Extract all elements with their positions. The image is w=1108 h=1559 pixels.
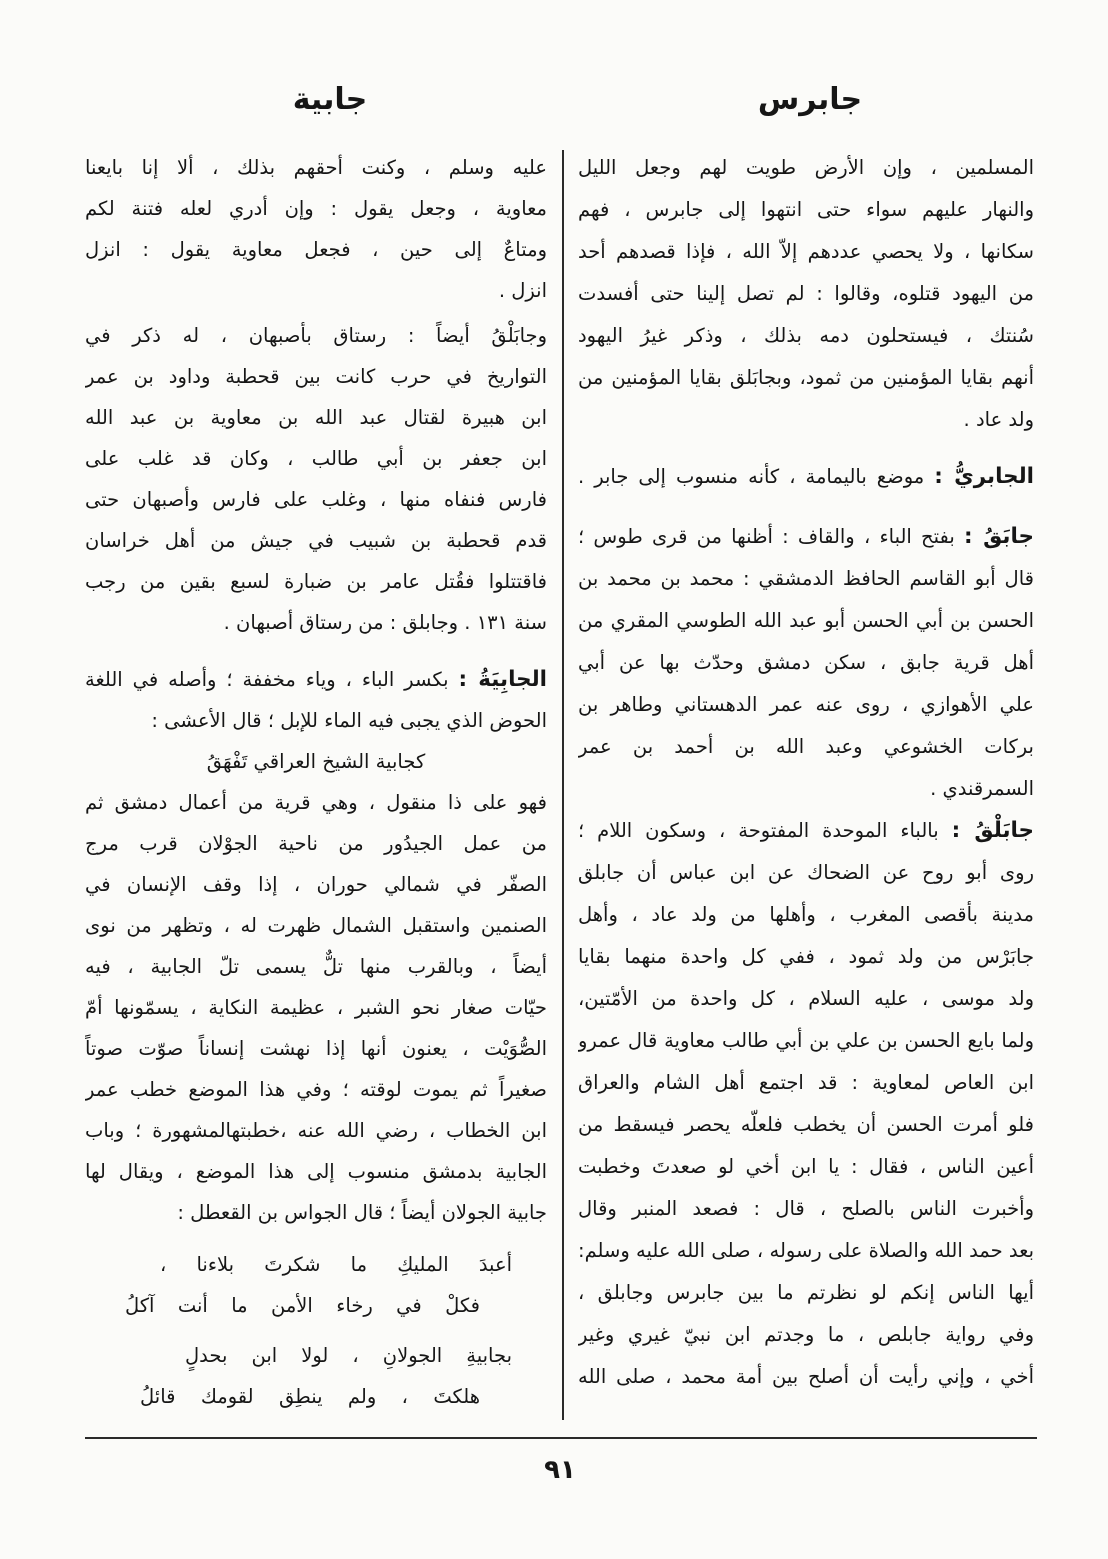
- spacer: [578, 498, 1034, 516]
- text-line: والنهار عليهم سواء حتى انتهوا إلى جابرس ، فهم: [578, 198, 1034, 221]
- text-line: الصفّر في شمالي حوران ، إذا وقف الإنسان في: [85, 873, 547, 896]
- text-line: أيضاً ، وبالقرب منها تلٌّ يسمى تلّ الجابية ، فيه: [85, 955, 547, 978]
- text-line: ومتاعٌ إلى حين ، فجعل معاوية يقول : انزل: [85, 238, 547, 261]
- text-line: المسلمين ، وإن الأرض طويت لهم وجعل الليل: [578, 156, 1034, 179]
- entry-text: بكسر الباء ، وياء مخففة ؛ وأصله في اللغة: [85, 668, 449, 691]
- entry-first-line: [578, 516, 1034, 558]
- text-line: ولد موسى ، عليه السلام ، كل واحدة من الأمّتين،: [578, 987, 1034, 1010]
- text-line: أعين الناس ، فقال : يا ابن أخي لو صعدتَ وخطبت: [578, 1155, 1034, 1178]
- text-line: بعد حمد الله والصلاة على رسوله ، صلى الله عليه وسلم:: [578, 1239, 1034, 1262]
- text-line: أيها الناس إنكم لو نظرتم ما بين جابرس وجابلق ،: [578, 1281, 1034, 1304]
- column-divider: [562, 150, 564, 1420]
- text-line: ولما بايع الحسن بن علي بن أبي طالب معاوية قال عمرو: [578, 1029, 1034, 1052]
- text-line: علي الأهوازي ، روى عنه عمر الدهستاني وطاهر بن: [578, 693, 1034, 716]
- spacer: [85, 1326, 547, 1335]
- text-line: ولد عاد .: [963, 408, 1034, 431]
- text-line: سنة ١٣١ . وجابلق : من رستاق أصبهان .: [223, 611, 547, 634]
- text-line: روى أبو روح عن الضحاك عن ابن عباس أن جابلق: [578, 861, 1034, 884]
- text-line: وجابَلْقُ أيضاً : رستاق بأصبهان ، له ذكر في: [85, 324, 547, 347]
- footer-rule: [85, 1437, 1037, 1439]
- text-line: حيّات صغار نحو الشبر ، عظيمة النكاية ، يسمّونها أمّ: [85, 996, 547, 1019]
- text-line: قال أبو القاسم الحافظ الدمشقي : محمد بن محمد بن: [578, 567, 1034, 590]
- entry-headword: الجابريُّ :: [934, 464, 1034, 489]
- text-line: وفي رواية جابلص ، ما وجدتم ابن نبيّ غيري وغير: [578, 1323, 1034, 1346]
- entry-text: موضع باليمامة ، كأنه منسوب إلى جابر .: [578, 465, 925, 488]
- spacer: [578, 441, 1034, 456]
- poem-hemistich: أعبدَ المليكِ ما شكرتَ بلاءنا ،: [160, 1253, 512, 1276]
- text-line: فهو على ذا منقول ، وهي قرية من أعمال دمشق ثم: [85, 791, 547, 814]
- page-number: ٩١: [544, 1455, 576, 1485]
- entry-headword: جابَقُ :: [964, 524, 1034, 549]
- text-line: ابن الخطاب ، رضي الله عنه ،خطبتهالمشهورة ؛ وباب: [85, 1119, 547, 1142]
- text-line: التواريخ في حرب كانت بين قحطبة وداود بن عمر: [85, 365, 547, 388]
- verse-line: كجابية الشيخ العراقي تَفْهَقُ: [206, 750, 426, 773]
- entry-first-line: [578, 456, 1034, 498]
- poem-hemistich: بجابيةِ الجولانِ ، لولا ابن بحدلٍ: [185, 1344, 512, 1367]
- text-line: بركات الخشوعي وعبد الله بن أحمد بن عمر: [578, 735, 1034, 758]
- entry-first-line: [578, 810, 1034, 852]
- text-line: وأخبرت الناس بالصلح ، قال : فصعد المنبر وقال: [578, 1197, 1034, 1220]
- text-line: سكانها ، ولا يحصي عددهم إلاّ الله ، فإذا قصدهم أحد: [578, 240, 1034, 263]
- text-line: من اليهود قتلوه، وقالوا : لم تصل إلينا حتى أفسدت: [578, 282, 1034, 305]
- entry-text: بالباء الموحدة المفتوحة ، وسكون اللام ؛: [578, 819, 939, 842]
- entry-headword: الجابِيَةُ :: [458, 667, 547, 692]
- entry-first-line: [85, 659, 547, 700]
- text-line: جابية الجولان أيضاً ؛ قال الجواس بن القعطل :: [177, 1201, 547, 1224]
- spacer: [85, 1233, 547, 1244]
- text-line: الحسن بن أبي الحسن أبو عبد الله الطوسي المقري من: [578, 609, 1034, 632]
- text-line: ابن هبيرة لقتال عبد الله بن معاوية بن عبد الله: [85, 406, 547, 429]
- text-line: أخي ، وإني رأيت أن أصلح بين أمة محمد ، صلى الله: [578, 1365, 1034, 1388]
- entry-headword: جابَلْقُ :: [951, 818, 1034, 843]
- text-line: من عمل الجيدُور من ناحية الجوْلان قرب مرج: [85, 832, 547, 855]
- text-line: الصُّوَيْت ، يعنون أنها إذا نهشت إنساناً صوّت صوتاً: [85, 1037, 547, 1060]
- text-line: عليه وسلم ، وكنت أحقهم بذلك ، ألا إنا بايعنا: [85, 156, 547, 179]
- running-header-left: جابية: [292, 82, 368, 117]
- text-line: جابَرْس من ولد ثمود ، ففي كل واحدة منهما بقايا: [578, 945, 1034, 968]
- text-line: مدينة بأقصى المغرب ، وأهلها من ولد عاد ، وأهل: [578, 903, 1034, 926]
- text-line: الجابية بدمشق منسوب إلى هذا الموضع ، ويقال لها: [85, 1160, 547, 1183]
- text-line: قدم قحطبة بن شبيب في جيش من أهل خراسان: [85, 529, 547, 552]
- text-line: معاوية ، وجعل يقول : وإن أدري لعله فتنة لكم: [85, 197, 547, 220]
- text-line: أنهم بقايا المؤمنين من ثمود، وبجابَلق بقايا المؤمنين من: [578, 366, 1034, 389]
- text-line: الصنمين واستقبل الشمال ظهرت له ، وتظهر من نوى: [85, 914, 547, 937]
- running-header-right: جابرس: [757, 82, 863, 117]
- text-line: السمرقندي .: [930, 777, 1034, 800]
- text-line: انزل .: [498, 279, 547, 302]
- text-line: فلو أمرت الحسن أن يخطب فلعلّه يحصر فيسقط من: [578, 1113, 1034, 1136]
- text-line: فاقتتلوا فقُتل عامر بن ضبارة لسبع بقين من رجب: [85, 570, 547, 593]
- text-line: فارس فنفاه منها ، وغلب على فارس وأصبهان حتى: [85, 488, 547, 511]
- text-line: صغيراً ثم يموت لوقته ؛ وفي هذا الموضع خطب عمر: [85, 1078, 547, 1101]
- text-line: ابن العاص لمعاوية : قد اجتمع أهل الشام والعراق: [578, 1071, 1034, 1094]
- right-column: [578, 147, 1034, 1398]
- text-line: أهل قرية جابق ، سكن دمشق وحدّث بها عن أبي: [578, 651, 1034, 674]
- poem-hemistich: فكلْ في رخاء الأمن ما أنت آكلُ: [125, 1294, 480, 1317]
- entry-text: بفتح الباء ، والقاف : أظنها من قرى طوس ؛: [578, 525, 955, 548]
- spacer: [85, 643, 547, 659]
- poem-hemistich: هلكتَ ، ولم ينطِق لقومك قائلُ: [140, 1385, 480, 1408]
- left-column: [85, 147, 547, 1417]
- text-line: ابن جعفر بن أبي طالب ، وكان قد غلب على: [85, 447, 547, 470]
- text-line: سُنتك ، فيستحلون دمه بذلك ، وذكر غيرُ اليهود: [578, 324, 1034, 347]
- text-line: الحوض الذي يجبى فيه الماء للإبل ؛ قال الأعشى :: [151, 709, 547, 732]
